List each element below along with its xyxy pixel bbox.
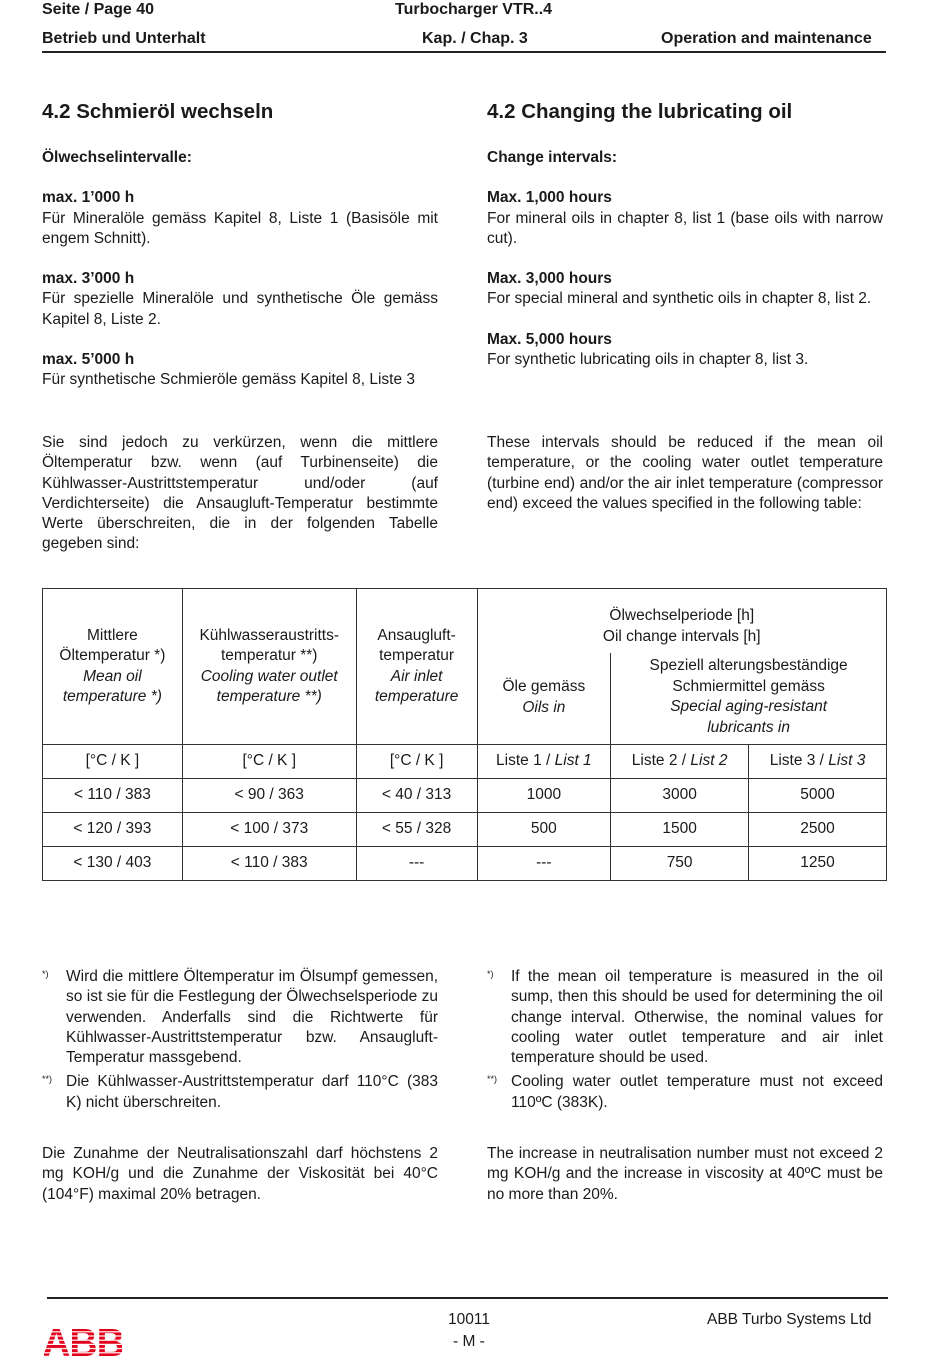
footnote: **) Cooling water outlet temperature must not exceed 110ºC (383K). (487, 1073, 883, 1111)
table-row: < 110 / 383 < 90 / 363 < 40 / 313 1000 3000 5000 (43, 779, 887, 813)
interval-text-en: For mineral oils in chapter 8, list 1 (base oils with narrow cut). (487, 209, 883, 247)
col-header-water-temp: Kühlwasseraustritts-temperatur **) Cooling water outlet temperature **) (182, 589, 356, 745)
interval-label-en: Max. 1,000 hours (487, 189, 612, 207)
intervals-heading-en: Change intervals: (487, 149, 618, 166)
product-name: Turbocharger VTR..4 (395, 1, 553, 18)
section-de: Betrieb und Unterhalt (42, 30, 206, 47)
footer-rule (47, 1297, 888, 1299)
interval-label-de: max. 1’000 h (42, 189, 135, 207)
reduce-paragraph-en: These intervals should be reduced if the mean oil temperature, or the cooling water outlet temperature (turbine end) and/or the air inlet temperature (compressor end) exceed the values specified in the following table: (487, 434, 883, 512)
interval-label-de: max. 3’000 h (42, 270, 135, 288)
footnotes-de (42, 967, 438, 1113)
footnotes-en (487, 967, 883, 1113)
unit-cell: [°C / K ] (356, 745, 477, 779)
interval-text-de: Für Mineralöle gemäss Kapitel 8, Liste 1 (Basisöle mit engem Schnitt). (42, 209, 438, 247)
intervals-heading-de: Ölwechselintervalle: (42, 149, 192, 166)
abb-logo-graphic (44, 1324, 122, 1358)
chapter-label: Kap. / Chap. 3 (422, 30, 528, 47)
title-en: 4.2 Changing the lubricating oil (487, 100, 793, 123)
intervals-en (487, 148, 883, 370)
col-header-special: Speziell alterungsbeständige Schmiermittel gemäss Special aging-resistant lubricants in (611, 653, 887, 745)
col-header-oil-temp: Mittlere Öltemperatur *) Mean oil temperature *) (43, 589, 183, 745)
col-header-air-temp: Ansaugluft-temperatur Air inlet temperature (356, 589, 477, 745)
unit-cell: [°C / K ] (43, 745, 183, 779)
company-name: ABB Turbo Systems Ltd (707, 1311, 872, 1328)
final-paragraph-de: Die Zunahme der Neutralisationszahl darf höchstens 2 mg KOH/g und die Zunahme der Viskosität bei 40°C (104°F) maximal 20% betragen. (42, 1145, 438, 1203)
footnote: *) Wird die mittlere Öltemperatur im Ölsumpf gemessen, so ist sie für die Festlegung der Ölwechselsperiode zu verwenden. Anderfalls sind die Richtwerte für Kühlwasser-Austrittstemperatur bzw. Ansaugluft-Temperatur massgebend. (42, 968, 438, 1067)
interval-text-de: Für spezielle Mineralöle und synthetische Öle gemäss Kapitel 8, Liste 2. (42, 290, 438, 328)
col-header-period: Ölwechselperiode [h] Oil change intervals [h] (477, 589, 886, 654)
doc-number: 10011 (448, 1311, 490, 1328)
interval-label-en: Max. 3,000 hours (487, 270, 612, 288)
interval-label-de: max. 5’000 h (42, 351, 135, 369)
page-number: Seite / Page 40 (42, 1, 155, 18)
table-units-row (43, 745, 887, 779)
oil-change-table (42, 588, 887, 881)
interval-text-en: For special mineral and synthetic oils in chapter 8, list 2. (487, 290, 872, 308)
col-header-oils: Öle gemäss Oils in (477, 653, 611, 745)
footnote: *) If the mean oil temperature is measured in the oil sump, then this should be used for determining the oil change interval. Otherwise, the nominal values for cooling water outlet temperature and air inlet temperature should be used. (487, 968, 883, 1067)
abb-logo (44, 1324, 122, 1358)
list-cell: Liste 1 / List 1 (477, 745, 611, 779)
unit-cell: [°C / K ] (182, 745, 356, 779)
interval-text-de: Für synthetische Schmieröle gemäss Kapitel 8, Liste 3 (42, 371, 416, 389)
svg-text:ABB: ABB (44, 1324, 122, 1358)
list-cell: Liste 2 / List 2 (611, 745, 749, 779)
footnote: **) Die Kühlwasser-Austrittstemperatur darf 110°C (383 K) nicht überschreiten. (42, 1073, 438, 1111)
header-rule (42, 51, 886, 53)
table-row: < 120 / 393 < 100 / 373 < 55 / 328 500 1500 2500 (43, 813, 887, 847)
interval-text-en: For synthetic lubricating oils in chapter 8, list 3. (487, 351, 809, 369)
intervals-de (42, 148, 438, 391)
revision: - M - (453, 1333, 485, 1350)
list-cell: Liste 3 / List 3 (749, 745, 887, 779)
section-en: Operation and maintenance (661, 30, 872, 47)
table-row: < 130 / 403 < 110 / 383 --- --- 750 1250 (43, 847, 887, 881)
final-paragraph-en: The increase in neutralisation number must not exceed 2 mg KOH/g and the increase in viscosity at 40ºC must be no more than 20%. (487, 1145, 883, 1203)
title-de: 4.2 Schmieröl wechseln (42, 100, 274, 123)
interval-label-en: Max. 5,000 hours (487, 330, 612, 348)
reduce-paragraph-de: Sie sind jedoch zu verkürzen, wenn die mittlere Öltemperatur bzw. wenn (auf Turbinenseite) die Kühlwasser-Austrittstemperatur und/oder (auf Verdichterseite) die Ansaugluft-Temperatur bestimmte Werte überschreiten, die in der folgenden Tabelle gegeben sind: (42, 434, 438, 553)
